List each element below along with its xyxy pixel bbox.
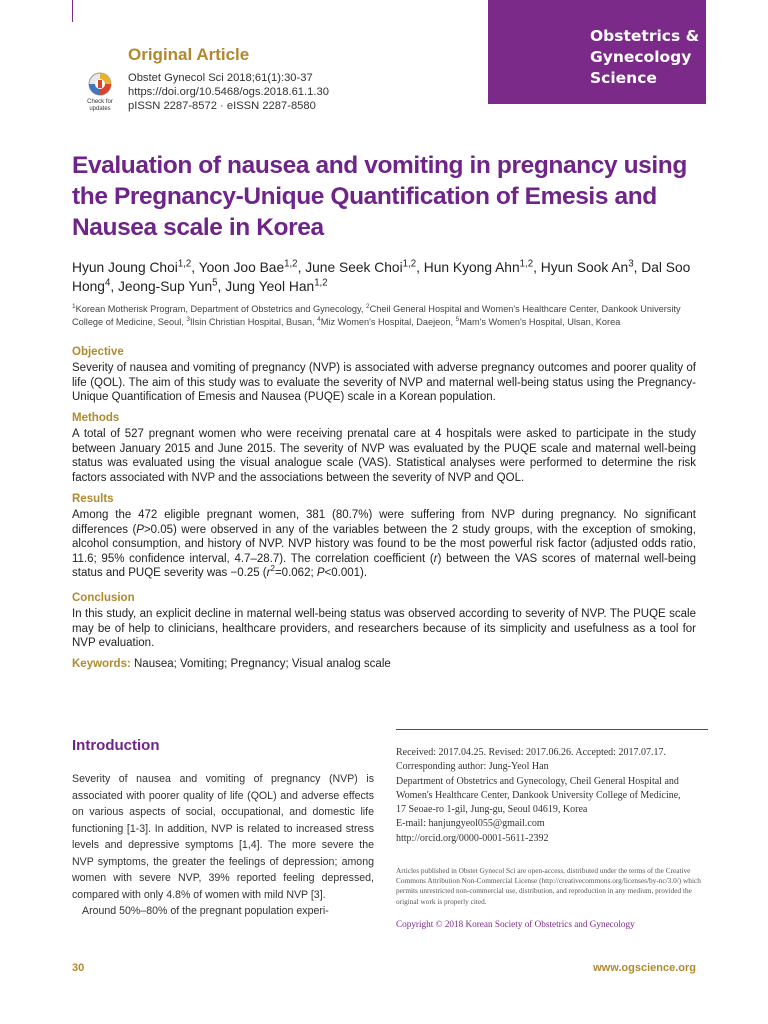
check-for-updates-icon[interactable] — [80, 70, 120, 112]
intro-paragraph-1: Severity of nausea and vomiting of pregnancy (NVP) is associated with poorer quality of life (QOL) and adverse effects on various aspects of social, occupational, and domestic life functioning [1-3]. In addition, NVP is related to increased stress levels and depressive symptoms [1,4]. The more severe the NVP symptoms, the greater the feelings of depression; among women with severe NVP, 39% reported feeling depressed, compared with only 4.8% of women with mild NVP [3]. — [72, 773, 374, 901]
objective-label: Objective — [72, 346, 124, 358]
keywords — [72, 658, 391, 670]
correspondence-divider — [396, 729, 708, 730]
address: 17 Seoae-ro 1-gil, Jung-gu, Seoul 04619, Korea — [396, 804, 588, 816]
methods-text: A total of 527 pregnant women who were receiving prenatal care at 4 hospitals were asked to participate in the study between January 2015 and June 2015. The severity of NVP was evaluated by the PUQE scale and maternal well-being status was evaluated using the visual analogue scale (VAS). Statistical analyses were performed to determine the risk factors associated with NVP and the associations between the severity of NVP and QOL. — [72, 428, 696, 484]
methods-label: Methods — [72, 412, 120, 424]
author-name: Jeong-Sup Yun — [118, 279, 213, 294]
citation: Obstet Gynecol Sci 2018;61(1):30-37 — [128, 72, 313, 84]
copyright: Copyright © 2018 Korean Society of Obstetrics and Gynecology — [396, 919, 635, 929]
affiliation: Cheil General Hospital and Women's Healthcare Center, Dankook University College of Medicine, Seoul, — [72, 304, 681, 327]
author-name: Dal Soo Hong — [72, 260, 691, 294]
conclusion-label: Conclusion — [72, 592, 135, 604]
license-text: Articles published in Obstet Gynecol Sci are open-access, distributed under the terms of the Creative Commons Attribution Non-Commercial License (http://creativecommons.org/licenses/by-nc/3.0/) which permits unrestricted non-commercial use, distribution, and reproduction in any medium, provided the original work is properly cited. — [396, 866, 701, 906]
affiliations: $^1$Korean Motherisk Program, Department of Obstetrics and Gynecology, $^2$Cheil General Hospital and Women's Healthcare Center, Dankook University College of Medicine, Seoul, $^3$Ilsin Christian Hospital, Busan, $^4$Miz Women's Hospital, Daejeon, $^5$Mam's Women's Hospital, Ulsan, Korea — [72, 302, 681, 327]
author-name: Hyun Sook An — [540, 260, 629, 275]
affiliation: Korean Motherisk Program, Department of Obstetrics and Gynecology, — [75, 304, 366, 314]
issn: pISSN 2287-8572 · eISSN 2287-8580 — [128, 100, 316, 112]
affiliation: Ilsin Christian Hospital, Busan, — [190, 316, 318, 327]
correspondence-block — [396, 746, 708, 846]
orcid-link[interactable]: http://orcid.org/0000-0001-5611-2392 — [396, 832, 549, 844]
affiliation: Mam's Women's Hospital, Ulsan, Korea — [459, 316, 621, 327]
keywords-text: Nausea; Vomiting; Pregnancy; Visual analog scale — [130, 658, 391, 670]
keywords-label: Keywords: — [72, 658, 131, 670]
dates: Received: 2017.04.25. Revised: 2017.06.26. Accepted: 2017.07.17. — [396, 747, 666, 758]
website-link[interactable]: www.ogscience.org — [593, 962, 696, 974]
badge-line1: Check for — [87, 99, 113, 105]
author-name: June Seek Choi — [305, 260, 403, 275]
article-title: Evaluation of nausea and vomiting in pregnancy using the Pregnancy-Unique Quantification of Emesis and Nausea scale in Korea — [72, 152, 687, 241]
introduction-text — [72, 771, 374, 920]
article-type: Original Article — [128, 45, 250, 64]
badge-line2: updates — [89, 106, 111, 112]
author-name: Hun Kyong Ahn — [423, 260, 520, 275]
conclusion-text: In this study, an explicit decline in maternal well-being status was observed according to severity of NVP. The PUQE scale may be of help to clinicians, healthcare providers, and researchers because of its simplicity and usefulness as a tool for NVP evaluation. — [72, 608, 696, 649]
author-name: Yoon Joo Bae — [198, 260, 285, 275]
introduction-heading: Introduction — [72, 737, 160, 754]
objective-text: Severity of nausea and vomiting of pregnancy (NVP) is associated with adverse pregnancy outcomes and poorer quality of life (QOL). The aim of this study was to evaluate the severity of NVP and maternal well-being status using the Pregnancy-Unique Quantification of Emesis and Nausea (PUQE) scale in a Korean population. — [72, 362, 696, 403]
author-list: Hyun Joung Choi$^{1,2}$, Yoon Joo Bae$^{1,2}$, June Seek Choi$^{1,2}$, Hun Kyong Ahn$^{1,2}$, Hyun Sook An$^3$, Dal Soo Hong$^4$, Jeong-Sup Yun$^5$, Jung Yeol Han$^{1,2}$ — [72, 258, 691, 294]
department-line-2: Women's Healthcare Center, Dankook University College of Medicine, — [396, 789, 681, 801]
top-rule — [72, 0, 73, 22]
email-link[interactable]: E-mail: hanjungyeol055@gmail.com — [396, 818, 545, 830]
author-name: Jung Yeol Han — [225, 279, 315, 294]
page-number: 30 — [72, 962, 85, 974]
author-name: Hyun Joung Choi — [72, 260, 178, 275]
results-label: Results — [72, 493, 114, 505]
doi-link[interactable]: https://doi.org/10.5468/ogs.2018.61.1.30 — [128, 86, 329, 98]
affiliation: Miz Women's Hospital, Daejeon, — [320, 316, 456, 327]
department-line-1: Department of Obstetrics and Gynecology, Cheil General Hospital and — [396, 775, 679, 787]
citation-block — [128, 71, 329, 113]
intro-paragraph-2: Around 50%–80% of the pregnant population experi- — [82, 905, 329, 917]
journal-name-banner: Obstetrics & Gynecology Science — [488, 0, 706, 104]
results-text: Among the 472 eligible pregnant women, 381 (80.7%) were suffering from NVP during pregnancy. No significant differences (P>0.05) were observed in any of the variables between the 2 study groups, with the exception of smoking, alcohol consumption, and history of NVP. NVP history was found to be the most powerful risk factor (adjusted odds ratio, 11.6; 95% confidence interval, 4.7–28.7). The correlation coefficient (r) between the VAS scores of maternal well-being status and PUQE severity was −0.25 ($r^2=0.062$; P<0.001). — [72, 509, 696, 579]
corresponding-author: Corresponding author: Jung-Yeol Han — [396, 761, 549, 773]
